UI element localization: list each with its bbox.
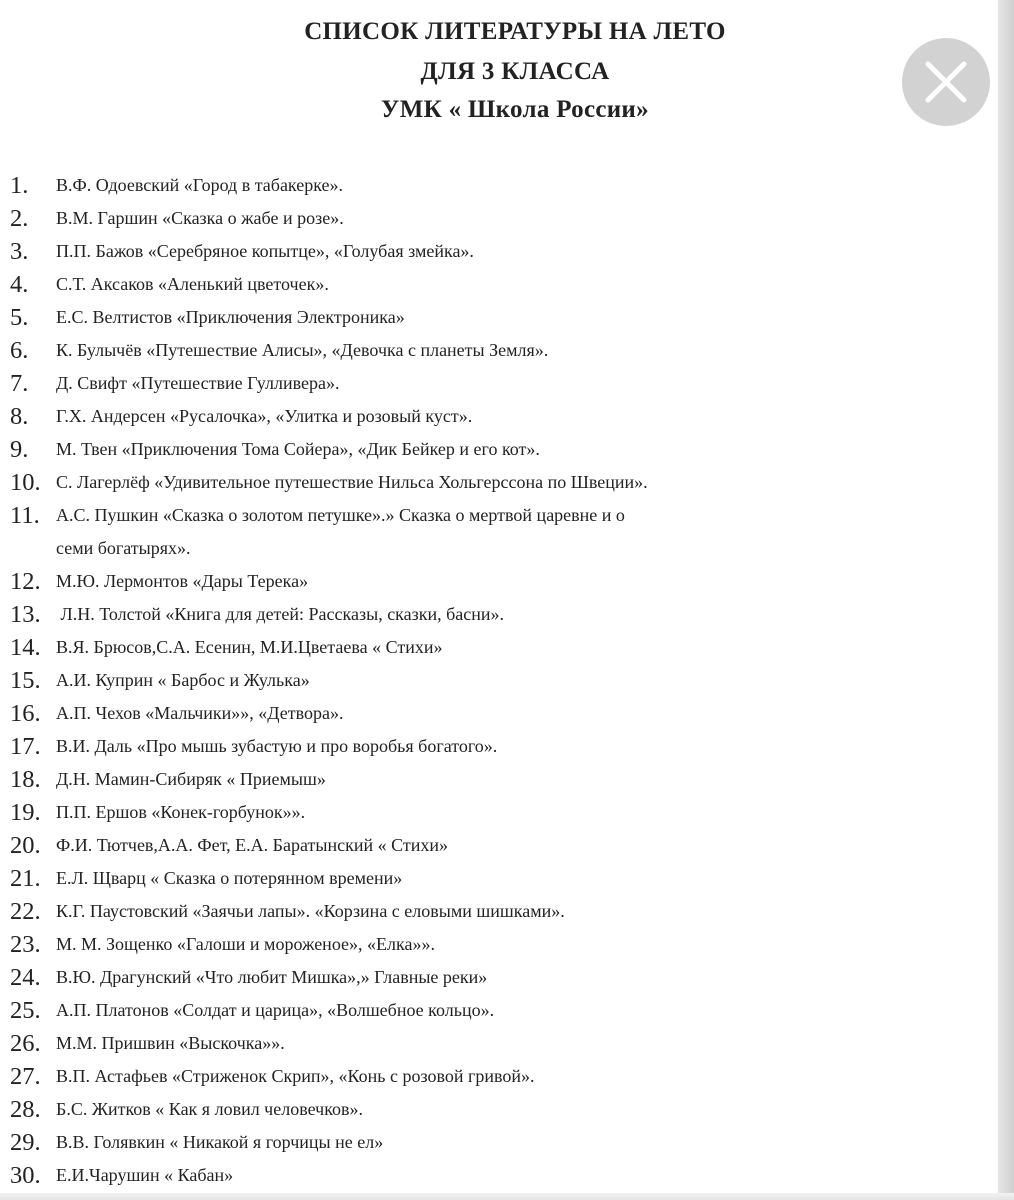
list-item-number: 29. [10,1129,41,1156]
list-item [0,301,1000,334]
list-item-number: 26. [10,1030,41,1057]
list-item-text: Д. Свифт «Путешествие Гулливера». [56,373,340,393]
list-item [0,169,1000,202]
list-item [0,235,1000,268]
list-item-text: Л.Н. Толстой «Книга для детей: Рассказы, сказки, басни». [56,604,505,624]
list-item-number: 12. [10,568,41,595]
list-item-number: 17. [10,733,41,760]
list-item [0,367,1000,400]
list-item [0,1126,1000,1159]
list-item-text: В.Ф. Одоевский «Город в табакерке». [56,175,344,195]
list-item-text: В.Я. Брюсов,С.А. Есенин, М.И.Цветаева « Стихи» [56,637,443,657]
list-item-text: В.Ю. Драгунский «Что любит Мишка»,» Главные реки» [56,967,488,987]
page-subtitle-grade: ДЛЯ 3 КЛАССА [420,58,610,85]
book-list [0,169,1000,1192]
list-item-number: 20. [10,832,41,859]
list-item-text: М.М. Пришвин «Выскочка»». [56,1033,285,1053]
list-item-number: 23. [10,931,41,958]
list-item-number: 4. [10,271,29,298]
list-item-text: В.М. Гаршин «Сказка о жабе и розе». [56,208,344,228]
list-item-number: 9. [10,436,29,463]
list-item-number: 21. [10,865,41,892]
list-item [0,994,1000,1027]
list-item-number: 24. [10,964,41,991]
list-item-text: Б.С. Житков « Как я ловил человечков». [56,1099,364,1119]
list-item [0,697,1000,730]
list-item-number: 30. [10,1162,41,1189]
list-item [0,1027,1000,1060]
list-item-number: 1. [10,172,29,199]
list-item-text: Е.И.Чарушин « Кабан» [56,1165,234,1185]
list-item-number: 6. [10,337,29,364]
list-item [0,763,1000,796]
page-title: СПИСОК ЛИТЕРАТУРЫ НА ЛЕТО [304,18,726,45]
list-item [0,862,1000,895]
list-item [0,664,1000,697]
list-item [0,895,1000,928]
list-item-number: 14. [10,634,41,661]
list-item-number: 18. [10,766,41,793]
list-item-number: 16. [10,700,41,727]
list-item [0,202,1000,235]
list-item-text: С. Лагерлёф «Удивительное путешествие Нильса Хольгерссона по Швеции». [56,472,648,492]
list-item-number: 10. [10,469,41,496]
list-item-text: В.И. Даль «Про мышь зубастую и про воробья богатого». [56,736,498,756]
list-item-number: 25. [10,997,41,1024]
list-item-text: К.Г. Паустовский «Заячьи лапы». «Корзина с еловыми шишками». [56,901,565,921]
list-item-text: П.П. Ершов «Конек-горбунок»». [56,802,306,822]
list-item-text: Д.Н. Мамин-Сибиряк « Приемыш» [56,769,326,789]
list-item-number: 28. [10,1096,41,1123]
list-item-text: А.П. Платонов «Солдат и царица», «Волшебное кольцо». [56,1000,495,1020]
list-item [0,400,1000,433]
list-item-text: А.П. Чехов «Мальчики»», «Детвора». [56,703,344,723]
list-item [0,928,1000,961]
list-item-text: М. Твен «Приключения Тома Сойера», «Дик Бейкер и его кот». [56,439,540,459]
list-item-number: 8. [10,403,29,430]
list-item-number: 11. [10,502,40,529]
list-item [0,631,1000,664]
right-edge-bar [998,0,1014,1200]
list-item-number: 15. [10,667,41,694]
list-item-number: 2. [10,205,29,232]
close-button[interactable] [902,38,990,126]
list-item [0,565,1000,598]
list-item [0,1159,1000,1192]
list-item-text: В.В. Голявкин « Никакой я горчицы не ел» [56,1132,384,1152]
list-item [0,829,1000,862]
list-item-text-continued: семи богатырях». [56,538,191,558]
list-item [0,433,1000,466]
list-item-number: 22. [10,898,41,925]
list-item-text: Е.Л. Щварц « Сказка о потерянном времени» [56,868,403,888]
list-item-text: М. М. Зощенко «Галоши и мороженое», «Елка»». [56,934,435,954]
close-icon [924,60,968,104]
list-item-text: П.П. Бажов «Серебряное копытце», «Голубая змейка». [56,241,474,261]
list-item [0,730,1000,763]
list-item [0,1093,1000,1126]
list-item-number: 3. [10,238,29,265]
list-item-number: 5. [10,304,29,331]
list-item-text: Г.Х. Андерсен «Русалочка», «Улитка и розовый куст». [56,406,473,426]
list-item [0,1060,1000,1093]
list-item [0,961,1000,994]
bottom-edge [0,1193,1014,1200]
list-item [0,499,1000,565]
list-item-number: 19. [10,799,41,826]
list-item-number: 27. [10,1063,41,1090]
list-item-text: Ф.И. Тютчев,А.А. Фет, Е.А. Баратынский « Стихи» [56,835,448,855]
list-item [0,598,1000,631]
list-item [0,334,1000,367]
list-item-text: А.И. Куприн « Барбос и Жулька» [56,670,310,690]
list-item-text: В.П. Астафьев «Стриженок Скрип», «Конь с розовой гривой». [56,1066,535,1086]
list-item-number: 13. [10,601,41,628]
list-item-text: К. Булычёв «Путешествие Алисы», «Девочка с планеты Земля». [56,340,549,360]
list-item-text: А.С. Пушкин «Сказка о золотом петушке».» Сказка о мертвой царевне и о [56,505,625,525]
list-item [0,268,1000,301]
list-item-text: Е.С. Велтистов «Приключения Электроника» [56,307,405,327]
page-subtitle-program: УМК « Школа России» [381,96,649,123]
list-item-text: С.Т. Аксаков «Аленький цветочек». [56,274,329,294]
list-item [0,466,1000,499]
list-item-text: М.Ю. Лермонтов «Дары Терека» [56,571,309,591]
list-item [0,796,1000,829]
list-item-number: 7. [10,370,29,397]
